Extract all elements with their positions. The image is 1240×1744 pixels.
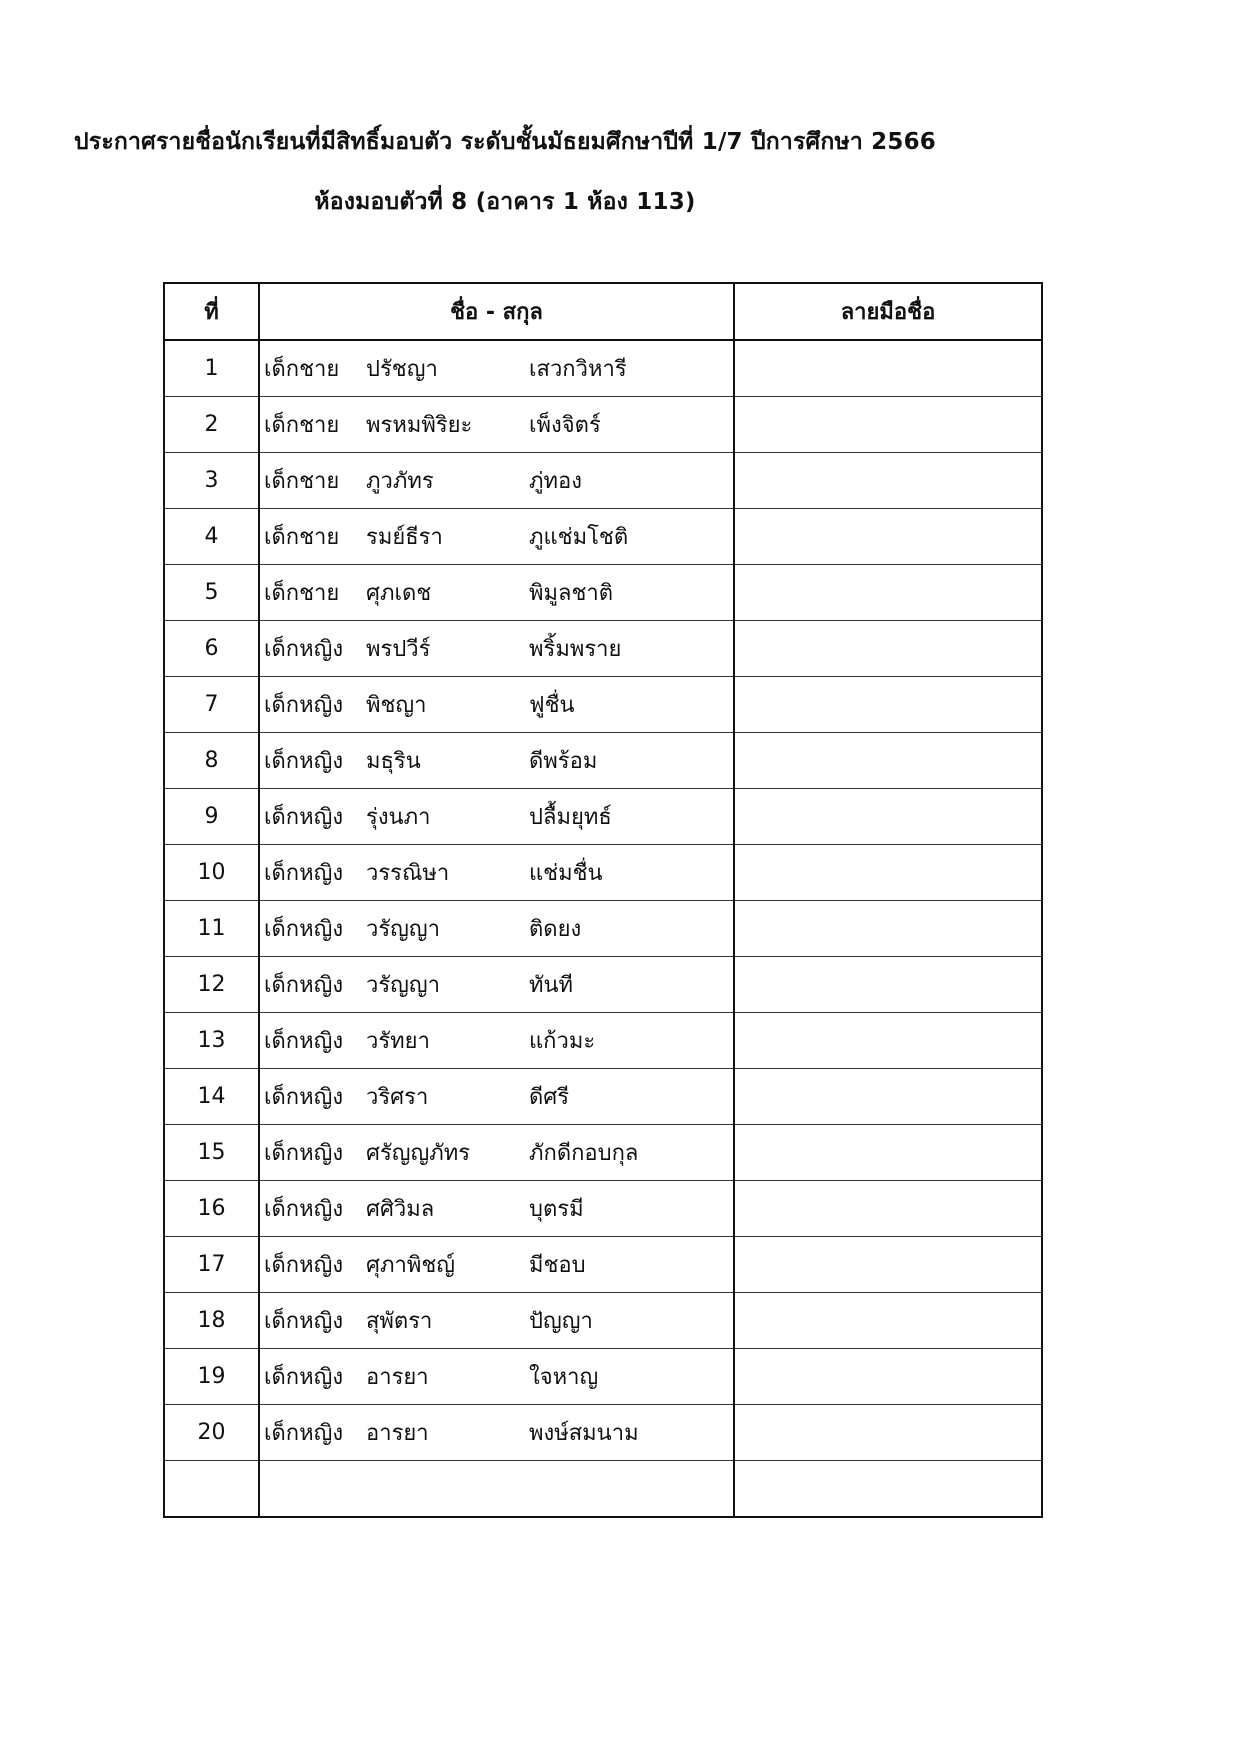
signature-cell[interactable]: [734, 789, 1042, 845]
header-name: ชื่อ - สกุล: [259, 283, 734, 340]
table-row: [164, 1461, 1042, 1518]
table-row: [164, 789, 1042, 845]
student-prefix: เด็กหญิง: [264, 973, 344, 998]
signature-cell[interactable]: [734, 453, 1042, 509]
student-name-cell: [259, 397, 734, 453]
student-last-name: ดีพร้อม: [529, 749, 598, 774]
table-row: [164, 1069, 1042, 1125]
student-last-name: แช่มชื่น: [529, 861, 603, 886]
table-row: [164, 1181, 1042, 1237]
student-last-name: ภู่ทอง: [529, 469, 582, 494]
row-number: 15: [164, 1125, 259, 1181]
student-name-cell: [259, 845, 734, 901]
student-last-name: มีชอบ: [529, 1253, 586, 1278]
student-first-name: มธุริน: [366, 749, 421, 774]
header-no: ที่: [164, 283, 259, 340]
student-name-cell: [259, 621, 734, 677]
student-name-cell: [259, 340, 734, 397]
student-prefix: เด็กหญิง: [264, 1253, 344, 1278]
table-row: [164, 509, 1042, 565]
student-prefix: เด็กหญิง: [264, 861, 344, 886]
row-number: 18: [164, 1293, 259, 1349]
student-first-name: วรรณิษา: [366, 861, 450, 886]
student-name-cell: [259, 565, 734, 621]
student-name-cell: [259, 677, 734, 733]
student-table: [163, 282, 1043, 1518]
student-name-cell: [259, 1405, 734, 1461]
student-name-cell: [259, 1349, 734, 1405]
row-number: 5: [164, 565, 259, 621]
signature-cell[interactable]: [734, 957, 1042, 1013]
student-name-cell: [259, 1181, 734, 1237]
student-prefix: เด็กหญิง: [264, 637, 344, 662]
student-name-cell: [259, 509, 734, 565]
student-first-name: พรปวีร์: [366, 637, 431, 662]
student-first-name: รุ่งนภา: [366, 805, 431, 830]
student-last-name: พริ้มพราย: [529, 637, 622, 662]
document-title: ประกาศรายชื่อนักเรียนที่มีสิทธิ์มอบตัว ระดับชั้นมัธยมศึกษาปีที่ 1/7 ปีการศึกษา 2566: [74, 129, 936, 155]
signature-cell[interactable]: [734, 901, 1042, 957]
row-number: 9: [164, 789, 259, 845]
signature-cell[interactable]: [734, 677, 1042, 733]
row-number: 13: [164, 1013, 259, 1069]
student-first-name: พิชญา: [366, 693, 427, 718]
student-prefix: เด็กชาย: [264, 413, 340, 438]
document-subtitle: ห้องมอบตัวที่ 8 (อาคาร 1 ห้อง 113): [314, 189, 696, 215]
table-row: [164, 957, 1042, 1013]
student-prefix: เด็กหญิง: [264, 1029, 344, 1054]
student-last-name: เสวกวิหารี: [529, 357, 627, 382]
student-last-name: ปัญญา: [529, 1309, 593, 1334]
student-prefix: เด็กชาย: [264, 525, 340, 550]
student-last-name: ทันที: [529, 973, 574, 998]
row-number: 3: [164, 453, 259, 509]
table-header-row: [164, 283, 1042, 340]
signature-cell[interactable]: [734, 1349, 1042, 1405]
signature-cell[interactable]: [734, 1293, 1042, 1349]
student-name-cell: [259, 1461, 734, 1518]
student-last-name: ปลื้มยุทธ์: [529, 805, 612, 830]
student-last-name: ติดยง: [529, 917, 582, 942]
student-last-name: บุตรมี: [529, 1197, 584, 1222]
header-signature: ลายมือชื่อ: [734, 283, 1042, 340]
student-name-cell: [259, 453, 734, 509]
row-number: 1: [164, 340, 259, 397]
table-row: [164, 1293, 1042, 1349]
student-prefix: เด็กหญิง: [264, 1421, 344, 1446]
student-first-name: พรหมพิริยะ: [366, 413, 473, 438]
table-row: [164, 845, 1042, 901]
row-number: 4: [164, 509, 259, 565]
student-last-name: พิมูลชาติ: [529, 581, 614, 606]
student-last-name: ภักดีกอบกุล: [529, 1141, 639, 1166]
signature-cell[interactable]: [734, 340, 1042, 397]
student-first-name: ศุภเดช: [366, 581, 432, 606]
signature-cell[interactable]: [734, 1461, 1042, 1518]
student-first-name: วรัญญา: [366, 973, 441, 998]
student-last-name: แก้วมะ: [529, 1029, 596, 1054]
student-prefix: เด็กหญิง: [264, 1141, 344, 1166]
table-row: [164, 453, 1042, 509]
student-first-name: อารยา: [366, 1421, 429, 1446]
student-first-name: ภูวภัทร: [366, 469, 434, 494]
row-number: 14: [164, 1069, 259, 1125]
table-row: [164, 1237, 1042, 1293]
table-row: [164, 340, 1042, 397]
row-number: 20: [164, 1405, 259, 1461]
table-body: [164, 340, 1042, 1517]
signature-cell[interactable]: [734, 1237, 1042, 1293]
table-row: [164, 1125, 1042, 1181]
student-first-name: วรัทยา: [366, 1029, 430, 1054]
row-number: 2: [164, 397, 259, 453]
signature-cell[interactable]: [734, 621, 1042, 677]
student-name-cell: [259, 1069, 734, 1125]
signature-cell[interactable]: [734, 1069, 1042, 1125]
student-last-name: ดีศรี: [529, 1085, 570, 1110]
student-first-name: รมย์ธีรา: [366, 525, 443, 550]
signature-cell[interactable]: [734, 1125, 1042, 1181]
row-number: 8: [164, 733, 259, 789]
student-prefix: เด็กหญิง: [264, 1365, 344, 1390]
student-prefix: เด็กชาย: [264, 357, 340, 382]
student-first-name: ศรัญญภัทร: [366, 1141, 471, 1166]
student-prefix: เด็กหญิง: [264, 805, 344, 830]
row-number: 16: [164, 1181, 259, 1237]
student-first-name: วรัญญา: [366, 917, 441, 942]
student-prefix: เด็กชาย: [264, 469, 340, 494]
student-prefix: เด็กหญิง: [264, 1309, 344, 1334]
student-first-name: อารยา: [366, 1365, 429, 1390]
signature-cell[interactable]: [734, 1405, 1042, 1461]
student-last-name: เพ็งจิตร์: [529, 413, 601, 438]
table-row: [164, 621, 1042, 677]
row-number: [164, 1461, 259, 1518]
table-row: [164, 901, 1042, 957]
student-prefix: เด็กหญิง: [264, 693, 344, 718]
signature-cell[interactable]: [734, 565, 1042, 621]
student-name-cell: [259, 789, 734, 845]
student-first-name: ปรัชญา: [366, 357, 438, 382]
student-name-cell: [259, 1237, 734, 1293]
student-name-cell: [259, 901, 734, 957]
student-prefix: เด็กหญิง: [264, 1197, 344, 1222]
row-number: 19: [164, 1349, 259, 1405]
table-row: [164, 565, 1042, 621]
student-prefix: เด็กหญิง: [264, 749, 344, 774]
signature-cell[interactable]: [734, 733, 1042, 789]
row-number: 6: [164, 621, 259, 677]
table-row: [164, 677, 1042, 733]
table-row: [164, 733, 1042, 789]
student-last-name: ภูแช่มโชติ: [529, 525, 629, 550]
signature-cell[interactable]: [734, 1181, 1042, 1237]
student-first-name: ศศิวิมล: [366, 1197, 435, 1222]
student-name-cell: [259, 733, 734, 789]
student-last-name: ฟูชื่น: [529, 693, 575, 718]
student-last-name: ใจหาญ: [529, 1365, 599, 1390]
student-name-cell: [259, 1293, 734, 1349]
row-number: 10: [164, 845, 259, 901]
student-first-name: วริศรา: [366, 1085, 429, 1110]
signature-cell[interactable]: [734, 1013, 1042, 1069]
signature-cell[interactable]: [734, 509, 1042, 565]
student-first-name: ศุภาพิชญ์: [366, 1253, 455, 1278]
student-name-cell: [259, 1013, 734, 1069]
student-first-name: สุพัตรา: [366, 1309, 433, 1334]
student-last-name: พงษ์สมนาม: [529, 1421, 639, 1446]
row-number: 12: [164, 957, 259, 1013]
signature-cell[interactable]: [734, 397, 1042, 453]
table-row: [164, 1405, 1042, 1461]
row-number: 11: [164, 901, 259, 957]
table-row: [164, 1013, 1042, 1069]
row-number: 17: [164, 1237, 259, 1293]
student-name-cell: [259, 957, 734, 1013]
student-prefix: เด็กหญิง: [264, 917, 344, 942]
student-name-cell: [259, 1125, 734, 1181]
row-number: 7: [164, 677, 259, 733]
student-prefix: เด็กชาย: [264, 581, 340, 606]
table-row: [164, 397, 1042, 453]
student-prefix: เด็กหญิง: [264, 1085, 344, 1110]
signature-cell[interactable]: [734, 845, 1042, 901]
table-row: [164, 1349, 1042, 1405]
